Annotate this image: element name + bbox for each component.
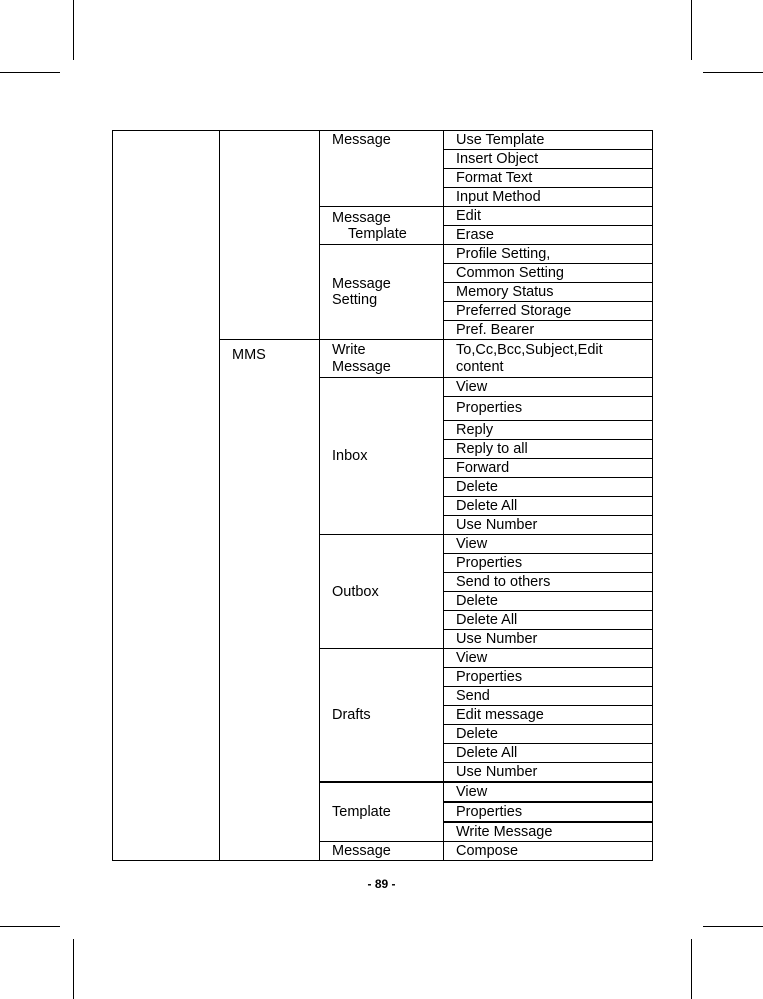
- option-outbox-delete-all: Delete All: [444, 611, 653, 630]
- submenu-inbox: Inbox: [320, 378, 444, 535]
- option-preferred-storage: Preferred Storage: [444, 302, 653, 321]
- submenu-write-message: [320, 340, 444, 378]
- option-drafts-edit-message: Edit message: [444, 706, 653, 725]
- crop-mark-top-right-horizontal: [703, 72, 763, 73]
- submenu-mms-message: Message: [320, 842, 444, 861]
- option-drafts-send: Send: [444, 687, 653, 706]
- sms-level2-cell: [220, 131, 320, 340]
- option-drafts-delete-all: Delete All: [444, 744, 653, 763]
- submenu-message-template: [320, 207, 444, 245]
- submenu-label: Message: [332, 132, 391, 148]
- option-line: To,Cc,Bcc,Subject,Edit: [456, 341, 603, 358]
- option-compose: Compose: [444, 842, 653, 861]
- submenu-label-line: Template: [348, 225, 407, 242]
- option-drafts-use-number: Use Number: [444, 763, 653, 783]
- option-common-setting: Common Setting: [444, 264, 653, 283]
- option-write-message-content: [444, 340, 653, 378]
- crop-mark-top-left-horizontal: [0, 72, 60, 73]
- option-drafts-properties: Properties: [444, 668, 653, 687]
- submenu-label-line: Message: [332, 209, 391, 226]
- submenu-label-line: Setting: [332, 292, 378, 308]
- submenu-label-line: Message: [332, 276, 391, 292]
- mms-label: MMS: [232, 347, 266, 363]
- option-profile-setting: Profile Setting,: [444, 245, 653, 264]
- submenu-label-line: Message: [332, 358, 391, 375]
- option-drafts-delete: Delete: [444, 725, 653, 744]
- submenu-outbox: Outbox: [320, 535, 444, 649]
- crop-mark-bottom-left-horizontal: [0, 926, 60, 927]
- option-format-text: Format Text: [444, 169, 653, 188]
- option-insert-object: Insert Object: [444, 150, 653, 169]
- option-outbox-view: View: [444, 535, 653, 554]
- option-pref-bearer: Pref. Bearer: [444, 321, 653, 340]
- option-inbox-forward: Forward: [444, 459, 653, 478]
- option-inbox-delete-all: Delete All: [444, 497, 653, 516]
- option-drafts-view: View: [444, 649, 653, 668]
- option-template-write-message: Write Message: [444, 822, 653, 842]
- level1-cell: [113, 131, 220, 861]
- submenu-message: [320, 131, 444, 207]
- mms-level2-cell: [220, 340, 320, 861]
- option-template-properties: Properties: [444, 802, 653, 822]
- submenu-label-line: Write: [332, 341, 366, 358]
- crop-mark-bottom-right-vertical: [691, 939, 692, 999]
- submenu-drafts: Drafts: [320, 649, 444, 783]
- option-outbox-send-to-others: Send to others: [444, 573, 653, 592]
- option-inbox-reply: Reply: [444, 421, 653, 440]
- crop-mark-top-left-vertical: [73, 0, 74, 60]
- option-inbox-properties: Properties: [444, 397, 653, 421]
- option-outbox-delete: Delete: [444, 592, 653, 611]
- option-inbox-view: View: [444, 378, 653, 397]
- option-use-template: Use Template: [444, 131, 653, 150]
- crop-mark-bottom-right-horizontal: [703, 926, 763, 927]
- option-inbox-delete: Delete: [444, 478, 653, 497]
- crop-mark-top-right-vertical: [691, 0, 692, 60]
- submenu-template: Template: [320, 782, 444, 842]
- option-memory-status: Memory Status: [444, 283, 653, 302]
- option-erase: Erase: [444, 226, 653, 245]
- option-outbox-use-number: Use Number: [444, 630, 653, 649]
- crop-mark-bottom-left-vertical: [73, 939, 74, 999]
- page-number: - 89 -: [367, 877, 396, 891]
- menu-tree-table: [112, 130, 653, 861]
- option-inbox-reply-to-all: Reply to all: [444, 440, 653, 459]
- option-input-method: Input Method: [444, 188, 653, 207]
- submenu-message-setting: [320, 245, 444, 340]
- option-inbox-use-number: Use Number: [444, 516, 653, 535]
- option-outbox-properties: Properties: [444, 554, 653, 573]
- option-template-view: View: [444, 782, 653, 802]
- option-edit: Edit: [444, 207, 653, 226]
- option-line: content: [456, 358, 504, 375]
